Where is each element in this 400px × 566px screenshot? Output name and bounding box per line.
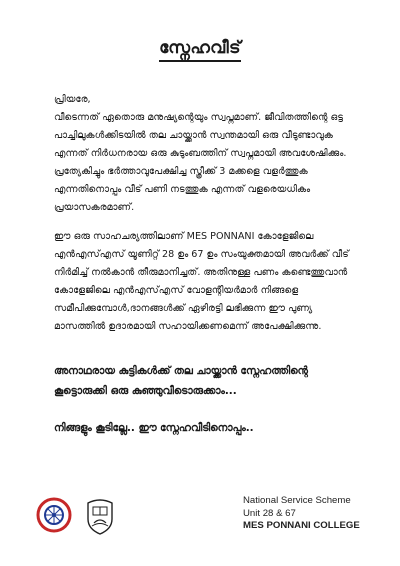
logo-row	[36, 492, 118, 538]
footer-line-unit: Unit 28 & 67	[243, 507, 296, 519]
nss-emblem-icon	[36, 493, 72, 537]
paragraph-intro: വീടെന്നത് ഏതൊരു മനുഷ്യന്റെയും സ്വപ്നമാണ്. ജീവിതത്തിന്റെ ഒട്ട പാച്ചിലുകൾക്കിടയിൽ തല ചായ്ക്കാൻ സ്വന്തമായി ഒരു വീടുണ്ടാവുക എന്നത് നിർധനരായ ഒരു കുടുംബത്തിന് സ്വപ്നമായി അവശേഷിക്കും. പ്രത്യേകിച്ചും ഭർത്താവുപേക്ഷിച്ച സ്ത്രീക്ക് 3 മക്കളെ വളർത്തുക എന്നതിനൊപ്പം വീട് പണി നടത്തുക എന്നത് വളരെയധികം പ്രയാസകരമാണ്.	[54, 112, 347, 213]
footer-line-college: MES PONNANI COLLEGE	[243, 520, 360, 531]
organization-footer	[243, 495, 360, 533]
page-title	[0, 38, 400, 62]
highlight-message: അനാഥരായ കുട്ടികൾക്ക് തല ചായ്ക്കാൻ സ്നേഹത്തിന്റെ കൂട്ടൊരുക്കി ഒരു കുഞ്ഞുവീടൊരുക്കാം...	[54, 365, 308, 397]
closing-message: നിങ്ങളും കൂടില്ലേ.. ഈ സ്നേഹവീടിനൊപ്പം..	[54, 422, 254, 434]
college-crest-icon	[82, 493, 118, 537]
greeting: പ്രിയരേ,	[54, 94, 91, 105]
page-title-text: സ്നേഹവീട്	[159, 38, 241, 62]
footer-line-scheme: National Service Scheme	[243, 495, 351, 506]
paragraph-appeal: ഈ ഒരു സാഹചര്യത്തിലാണ് MES PONNANI കോളേജിലെ എൻഎസ്എസ് യൂണിറ്റ് 28 ഉം 67 ഉം സംയുക്തമായി അവർക്ക് വീട് നിർമിച്ച് നൽകാൻ തീരുമാനിച്ചത്. അതിനുള്ള പണം കണ്ടെത്തുവാൻ കോളേജിലെ എൻഎസ്എസ് വോളന്റിയർമാർ നിങ്ങളെ സമീപിക്കുമ്പോൾ,ദാനങ്ങൾക്ക് ഏഴിരട്ടി ലഭിക്കുന്ന ഈ പുണ്യ മാസത്തിൽ ഉദാരമായി സഹായിക്കണമെന്ന് അപേക്ഷിക്കുന്നു.	[54, 231, 349, 332]
